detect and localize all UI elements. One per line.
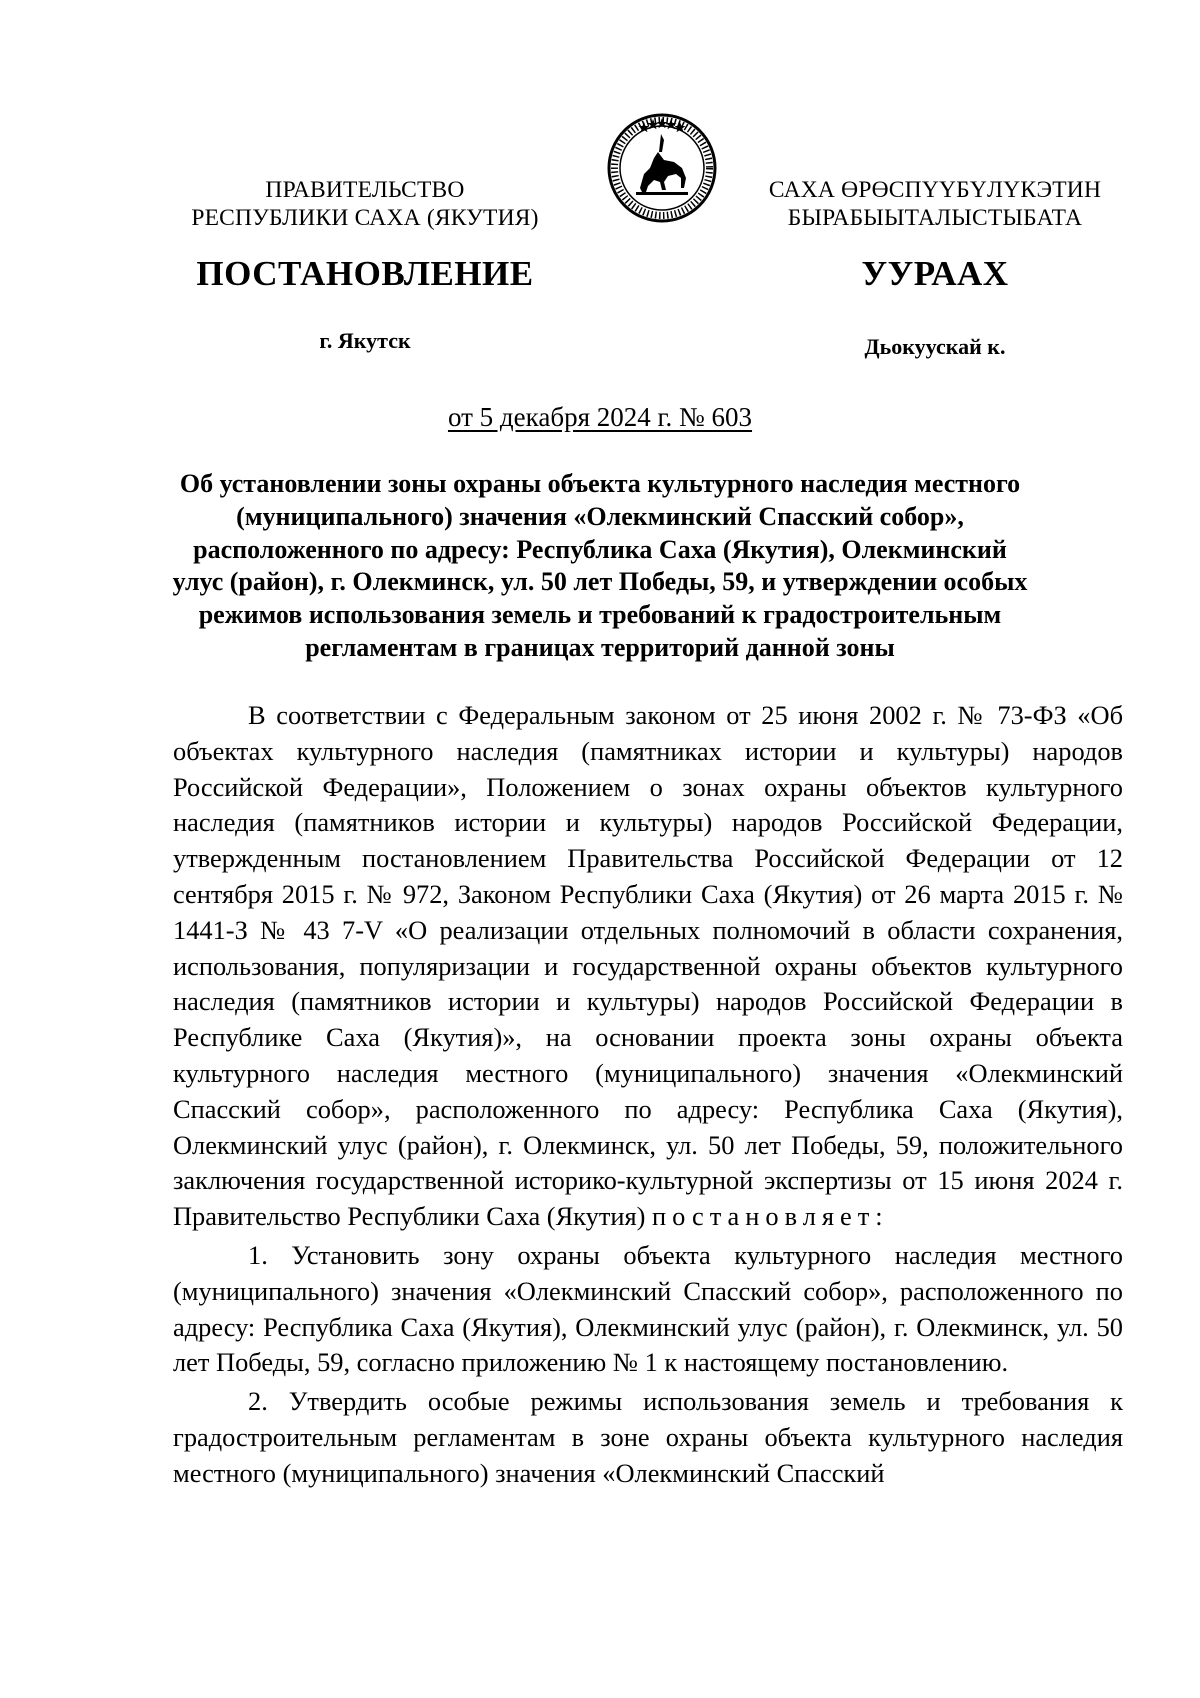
date-number-text: от 5 декабря 2024 г. № 603 <box>447 402 753 432</box>
item-1-paragraph: 1. Установить зону охраны объекта культурного наследия местного (муниципального) значения «Олекминский Спасский собор», расположенного по адресу: Республика Саха (Якутия), Олекминский улус (район), г. Олекминск, ул. 50 лет Победы, 59, согласно приложению № 1 к настоящему постановлению. <box>173 1239 1123 1378</box>
issuer-ru-line2: РЕСПУБЛИКИ САХА (ЯКУТИЯ) <box>191 205 539 231</box>
date-and-number <box>0 402 1200 433</box>
issuer-sakha-line1: САХА ӨРӨСПҮҮБҮЛҮКЭТИН <box>768 177 1102 203</box>
document-subject: Об установлении зоны охраны объекта культурного наследия местного (муниципального) значения «Олекминский Спасский собор», расположенного по адресу: Республика Саха (Якутия), Олекминский улус (район), г. Олекминск, ул. 50 лет Победы, 59, и утверждении особых режимов использования земель и требований к градостроительным регламентам в границах территорий данной зоны <box>172 469 1028 662</box>
preamble-paragraph <box>173 698 1123 1235</box>
decree-word: постановляет: <box>652 1201 889 1232</box>
republic-emblem-icon <box>606 112 718 224</box>
preamble-text: В соответствии с Федеральным законом от 25 июня 2002 г. № 73-ФЗ «Об объектах культурного наследия (памятниках истории и культуры) народов Российской Федерации», Положением о зонах охраны объектов культурного наследия (памятников истории и культуры) народов Российской Федерации, утвержденным постановлением Правительства Российской Федерации от 12 сентября 2015 г. № 972, Законом Республики Саха (Якутия) от 26 марта 2015 г. № 1441-З № 43 7-V «О реализации отдельных полномочий в области сохранения, использования, популяризации и государственной охраны объектов культурного наследия (памятников истории и культуры) народов Российской Федерации в Республике Саха (Якутия)», на основании проекта зоны охраны объекта культурного наследия местного (муниципального) значения «Олекминский Спасский собор», расположенного по адресу: Республика Саха (Якутия), Олекминский улус (район), г. Олекминск, ул. 50 лет Победы, 59, положительного заключения государственной историко-культурной экспертизы от 15 июня 2024 г. Правительство Республики Саха (Якутия) <box>173 700 1123 1232</box>
city-sakha: Дьокуускай к. <box>864 334 1006 359</box>
item-2-paragraph: 2. Утвердить особые режимы использования земель и требования к градостроительным регламентам в зоне охраны объекта культурного наследия местного (муниципального) значения «Олекминский Спасский <box>173 1386 1123 1488</box>
issuer-ru-line1: ПРАВИТЕЛЬСТВО <box>265 177 465 203</box>
issuer-sakha-line2: БЫРАБЫЫТАЛЫСТЫБАТА <box>787 205 1083 231</box>
issuer-ru <box>150 176 580 232</box>
doc-type-sakha: УУРААХ <box>861 254 1009 293</box>
city-ru: г. Якутск <box>319 328 411 353</box>
issuer-sakha <box>740 176 1130 232</box>
doc-type-ru: ПОСТАНОВЛЕНИЕ <box>196 254 534 293</box>
document-body <box>173 698 1123 1492</box>
